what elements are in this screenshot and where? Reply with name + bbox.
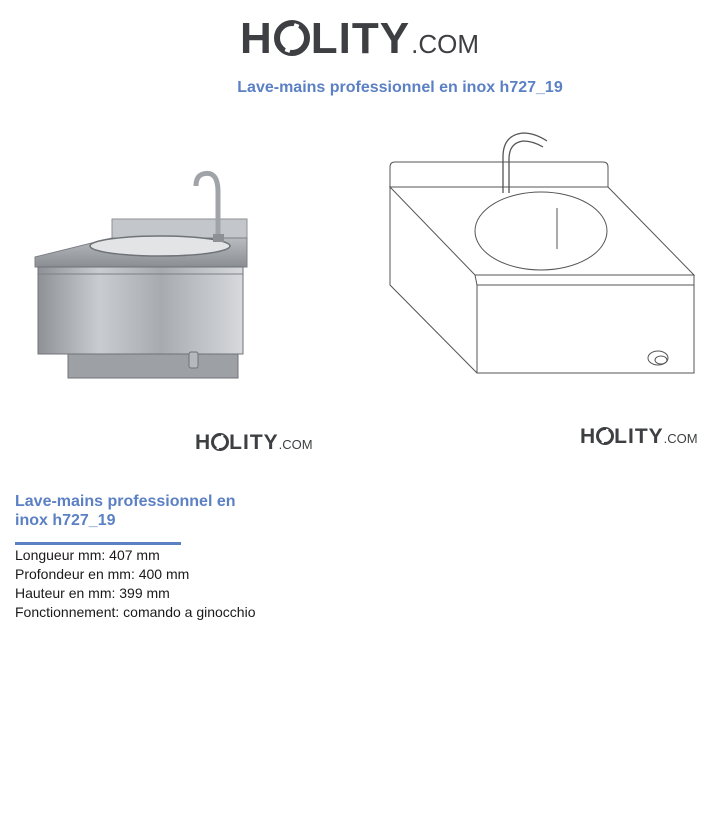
watermark-prefix: H	[195, 431, 212, 454]
holity-watermark	[580, 425, 698, 449]
o-shield-icon	[211, 433, 229, 451]
spec-depth: Profondeur en mm: 400 mm	[15, 566, 190, 582]
product-name: Lave-mains professionnel en inox h727_19	[15, 493, 236, 529]
logo-suffix: LITY	[310, 14, 411, 63]
logo-prefix: H	[240, 14, 273, 63]
spec-operation: Fonctionnement: comando a ginocchio	[15, 604, 256, 620]
watermark-prefix: H	[580, 425, 597, 448]
o-shield-icon	[274, 20, 310, 56]
holity-watermark	[195, 431, 313, 455]
spec-height: Hauteur en mm: 399 mm	[15, 585, 170, 601]
o-shield-icon	[596, 427, 614, 445]
watermark-domain: .COM	[278, 437, 313, 452]
watermark-suffix: LITY	[614, 425, 664, 448]
sink-line-drawing	[385, 125, 700, 385]
divider	[15, 542, 181, 545]
watermark-domain: .COM	[663, 431, 698, 446]
watermark-suffix: LITY	[229, 431, 279, 454]
page-title: Lave-mains professionnel en inox h727_19	[237, 79, 563, 96]
logo-domain: .COM	[411, 29, 479, 59]
holity-logo	[240, 14, 479, 64]
spec-length: Longueur mm: 407 mm	[15, 547, 160, 563]
spec-list	[15, 546, 255, 622]
stainless-sink-photo	[30, 162, 252, 384]
